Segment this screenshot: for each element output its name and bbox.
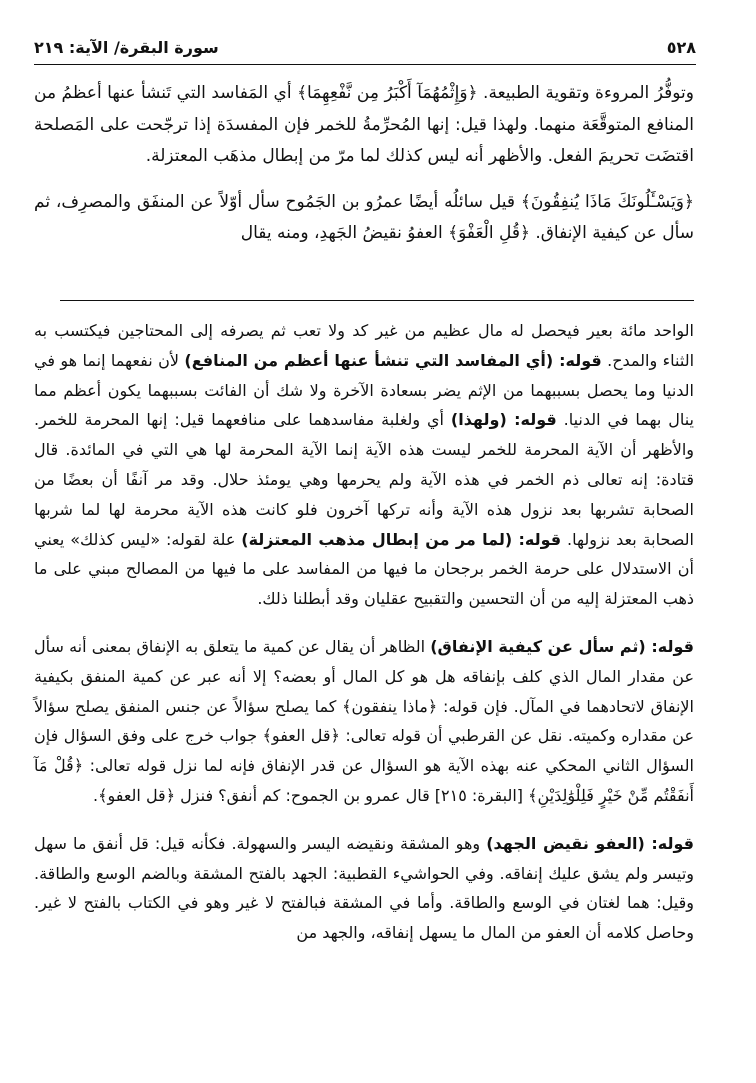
text-run: قيل سائلُه أيضًا عمرُو بن الجَمُوح سأل أوّلاً عن المنفَق والمصرِف، ثم سأل عن كيفية الإنفاق. [34, 191, 694, 243]
text-run: [البقرة: ٢١٥] قال عمرو بن الجموح: كم أنفق؟ فنزل [175, 785, 529, 805]
page-header [34, 38, 696, 64]
text-run: . [92, 785, 99, 805]
quran-quote: ﴿وَيَسْـَٔلُونَكَ مَاذَا يُنفِقُونَ﴾ [520, 191, 694, 212]
commentary-paragraph [34, 829, 694, 948]
text-run: الظاهر أن يقال عن كمية ما يتعلق به الإنفاق بمعنى أنه سأل عن مقدار المال الذي كلف بإنفاقه هل هو كل المال أو بعضه؟ إلا أنه عبر عن كمية المنفق بكيفية الإنفاق لاتحادهما في المآل. فإن قوله: [34, 636, 695, 716]
text-run: أي ولغلبة مفاسدهما على منافعهما قيل: إنها المحرمة للخمر. والأظهر أن الآية المحرمة للخمر ليست هذه الآية إنما الآية المحرمة لها هي التي في المائدة. قال قتادة: إنه تعالى ذم الخمر في هذه الآية ولم يحرمها وهي يومئذ حلال. وقد مر آنفًا أن بعضًا من الصحابة تشربها بعد نزول هذه الآية وأنه تركها آخرون فلو كانت هذه الآية محرمة لها لما شربها الصحابة بعد نزولها. [34, 410, 694, 549]
commentary-paragraph [34, 316, 694, 614]
quran-quote: ﴿قل العفو﴾ [262, 726, 340, 746]
text-run: العفوُ نقيضُ الجَهدِ، ومنه يقال [240, 223, 449, 243]
text-run: علة لقوله: «ليس كذلك» يعني أن الاستدلال على حرمة الخمر برجحان ما فيها من المفاسد على ما فيها من المصالح مبني على ما ذهب المعتزلة إليه من أن التحسين والتقبيح عقليان وقد أبطلنا ذلك. [34, 529, 694, 609]
quran-quote: ﴿وَإِثْمُهُمَآ أَكْبَرُ مِن نَّفْعِهِمَا﴾ [297, 83, 478, 103]
lemma-heading: قوله: (ولهذا) [450, 410, 557, 430]
lemma-heading: قوله: (أي المفاسد التي تنشأ عنها أعظم من المنافع) [184, 350, 602, 370]
text-run: وهو المشقة ونقيضه اليسر والسهولة. فكأنه قيل: قل أنفق ما سهل وتيسر ولم يشق عليك إنفاقه. وفي الحواشيء القطبية: الجهد بالفتح المشقة وبالضم الوسع والطاقة. وقيل: هما لغتان في الوسع والطاقة. وأما في المشقة فبالفتح لا غير وهو في الكتاب بالفتح لا غير. وحاصل كلامه أن العفو من المال ما يسهل إنفاقه، والجهد من [34, 833, 694, 943]
quran-quote: ﴿قُلْ مَآ أَنفَقْتُم مِّنْ خَيْرٍ فَلِلْوَٰلِدَيْنِ﴾ [34, 756, 694, 805]
quran-quote: ﴿ماذا ينفقون﴾ [342, 696, 438, 716]
surah-verse-label: سورة البقرة/ الآية: ٢١٩ [34, 38, 219, 57]
quran-quote: ﴿قُلِ الْعَفْوَ﴾ [448, 223, 530, 243]
text-run: وتوفُّرُ المروءة وتقوية الطبيعة. [477, 83, 694, 103]
commentary-text [34, 316, 694, 948]
lemma-heading: قوله: (العفو نقيض الجهد) [486, 833, 695, 853]
main-paragraph [34, 78, 694, 173]
header-divider [34, 64, 696, 65]
lemma-heading: قوله: (ثم سأل عن كيفية الإنفاق) [430, 636, 694, 656]
text-run: أي المَفاسد التي تَنشأ عنها أعظمُ من المنافع المتوقَّعَة منهما. ولهذا قيل: إنها المُحرِّمةُ للخمر فإن المفسدَة إذا ترجّحت على المَصلحة اقتضَت تحريمَ الفعل. والأظهر أنه ليس كذلك لما مرّ من إبطال مذهَب المعتزلة. [34, 83, 694, 166]
quran-quote: ﴿قل العفو﴾ [98, 785, 176, 805]
lemma-heading: قوله: (لما مر من إبطال مذهب المعتزلة) [241, 529, 562, 549]
text-run: لأن نفعهما إنما هو في الدنيا وما يحصل بسببهما من الإثم يضر بسعادة الآخرة ولا شك أن الفائت بسببهما يكون أعظم مما ينال بهما في الدنيا. [34, 350, 694, 430]
commentary-divider [60, 300, 694, 301]
text-run: جواب خرج على وفق السؤال فإن السؤال الثاني المحكي عنه بهذه الآية هو السؤال عن قدر الإنفاق فإنه لما نزل قوله تعالى: [34, 726, 695, 776]
text-run: الواحد مائة بعير فيحصل له مال عظيم من غير كد ولا تعب ثم يصرفه إلى المحتاجين فيكتسب به الثناء والمدح. [34, 321, 695, 370]
main-paragraph [34, 187, 694, 250]
commentary-paragraph [34, 632, 694, 811]
text-run: كما يصلح سؤالاً عن جنس المنفق يصلح سؤالاً عن مقداره وكميته. نقل عن القرطبي أن قوله تعالى: [34, 696, 695, 746]
main-text [34, 78, 694, 250]
page-number: ٥٢٨ [666, 38, 696, 57]
